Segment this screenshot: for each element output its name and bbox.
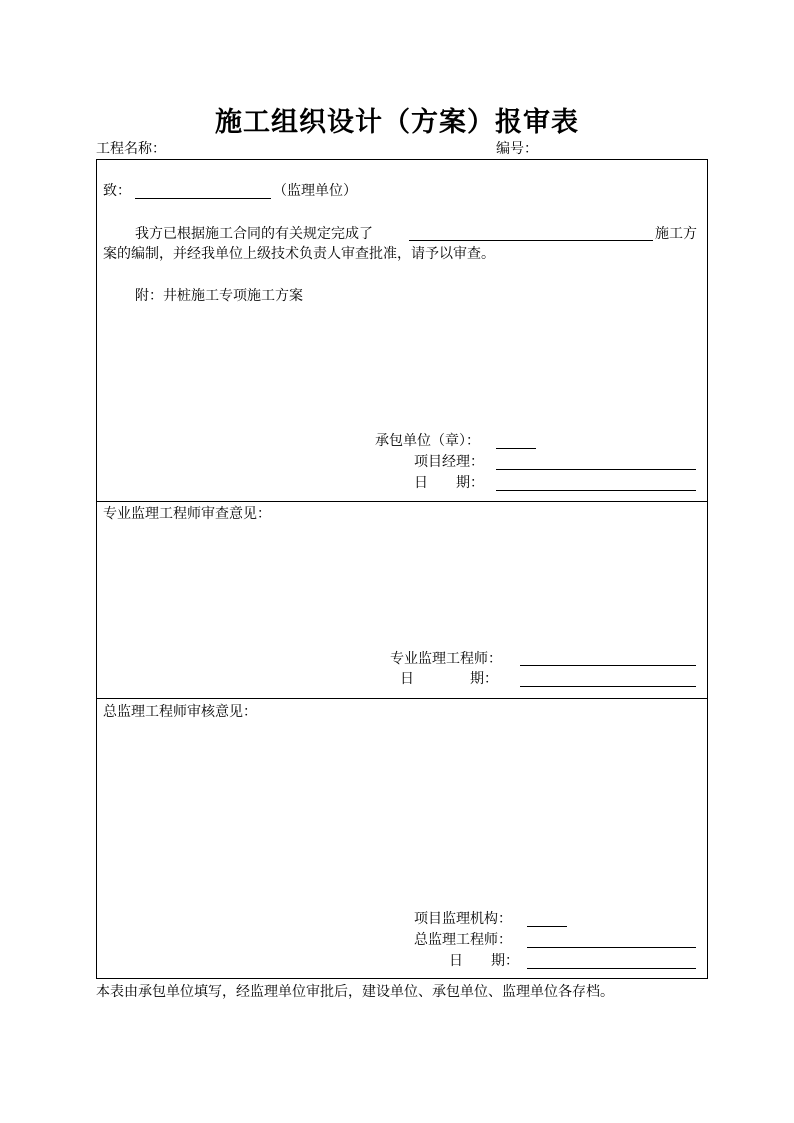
to-suffix: （监理单位） xyxy=(273,183,357,199)
form-frame xyxy=(96,159,708,979)
org-field[interactable] xyxy=(527,926,567,927)
section-divider-1 xyxy=(96,501,708,502)
body-part2: 施工方 xyxy=(655,226,697,242)
date-field-2[interactable] xyxy=(520,686,696,687)
contractor-field[interactable] xyxy=(496,448,536,449)
org-label: 项目监理机构： xyxy=(414,911,512,927)
chief-field[interactable] xyxy=(527,947,696,948)
to-prefix: 致： xyxy=(103,183,131,199)
project-name-label: 工程名称： xyxy=(96,141,166,157)
attachment-note: 附：井桩施工专项施工方案 xyxy=(135,288,303,304)
footer-note: 本表由承包单位填写，经监理单位审批后，建设单位、承包单位、监理单位各存档。 xyxy=(96,984,614,1000)
date-label-2: 日 期： xyxy=(400,671,498,687)
engineer-review-heading: 专业监理工程师审查意见： xyxy=(103,506,271,522)
pm-field[interactable] xyxy=(496,469,696,470)
supervision-unit-field[interactable] xyxy=(135,198,271,199)
body-line2: 案的编制，并经我单位上级技术负责人审查批准，请予以审查。 xyxy=(103,246,495,262)
engineer-label: 专业监理工程师： xyxy=(390,651,502,667)
chief-label: 总监理工程师： xyxy=(414,932,512,948)
date-label-3: 日 期： xyxy=(449,953,519,969)
contractor-label: 承包单位（章）： xyxy=(375,433,480,449)
plan-name-field[interactable] xyxy=(409,240,653,241)
date-field-3[interactable] xyxy=(527,968,696,969)
section-divider-2 xyxy=(96,698,708,699)
date-field-1[interactable] xyxy=(496,490,696,491)
number-label: 编号： xyxy=(496,141,538,157)
engineer-field[interactable] xyxy=(520,665,696,666)
pm-label: 项目经理： xyxy=(414,454,484,470)
body-part1: 我方已根据施工合同的有关规定完成了 xyxy=(135,226,373,242)
date-label-1: 日 期： xyxy=(414,475,484,491)
form-title: 施工组织设计（方案）报审表 xyxy=(215,107,579,138)
chief-review-heading: 总监理工程师审核意见： xyxy=(103,704,257,720)
